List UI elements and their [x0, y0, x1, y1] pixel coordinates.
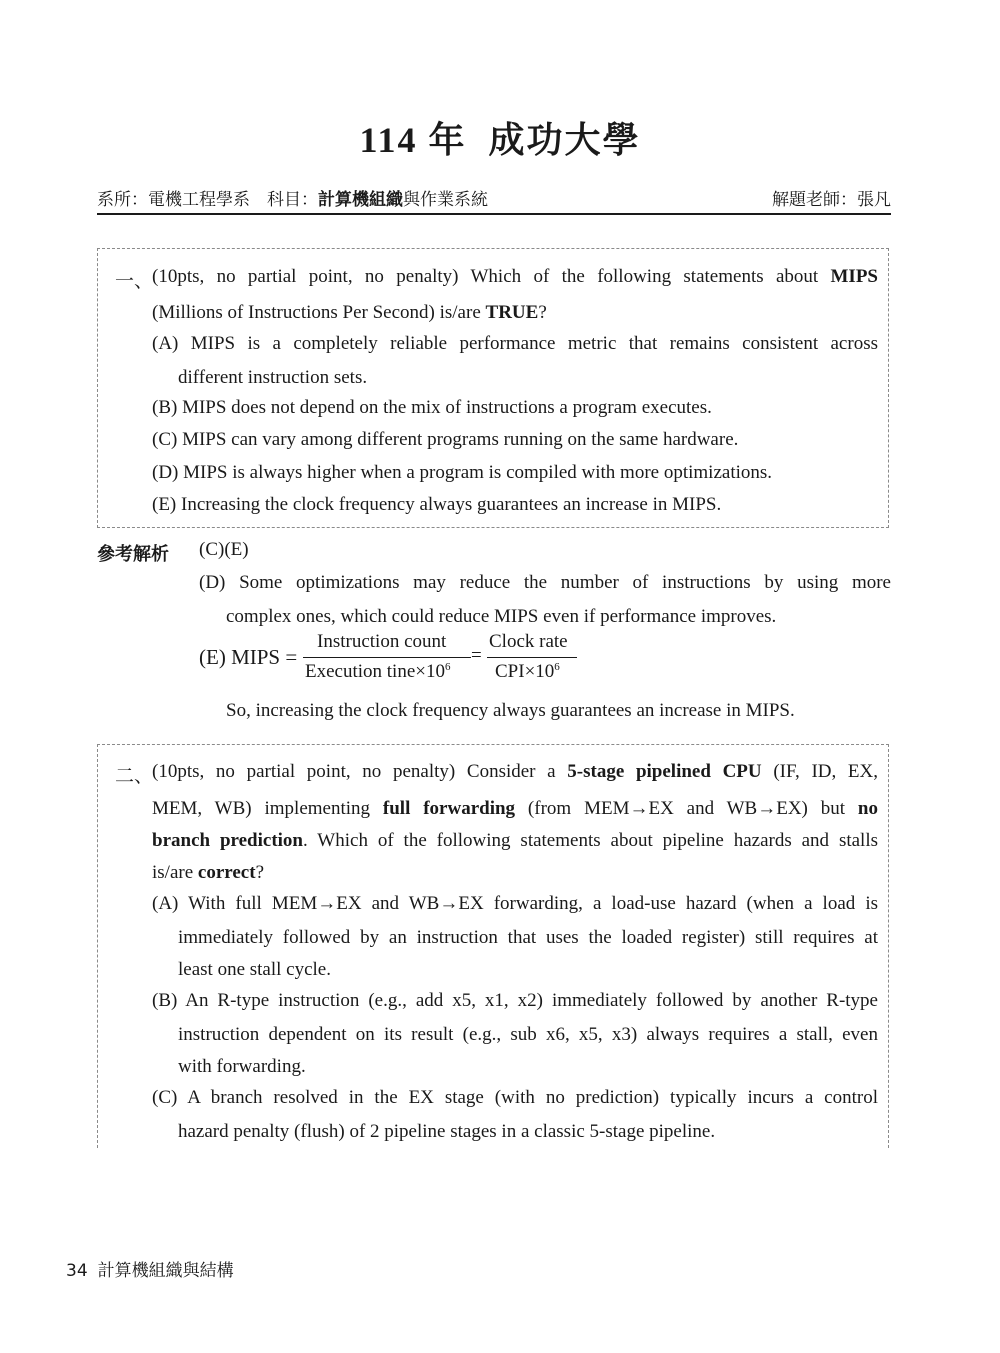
formula-denominator-1	[305, 661, 451, 683]
q1-option-e: (E) Increasing the clock frequency always guarantees an increase in MIPS.	[152, 494, 722, 515]
q2-stem-1c: (IF, ID, EX,	[761, 761, 878, 782]
answer-1-choices: (C)(E)	[199, 539, 249, 560]
formula-exp-2: 6	[554, 661, 560, 673]
page-number: 34	[66, 1261, 88, 1281]
q2-option-a-line-3: least one stall cycle.	[178, 959, 331, 980]
question-1-stem-line-1	[152, 266, 878, 288]
q1-stem-mips: MIPS	[830, 266, 878, 287]
q1-stem-text: (10pts, no partial point, no penalty) Which of the following statements about	[152, 266, 831, 287]
q2-stem-line-3	[152, 830, 878, 852]
q1-stem-text-2: (Millions of Instructions Per Second) is/are	[152, 302, 486, 323]
dept-subject	[97, 185, 488, 210]
q2-stem-2d: no	[857, 798, 878, 819]
q2-stem-line-1	[152, 761, 878, 783]
fraction-bar-2	[487, 657, 577, 658]
q2-option-b-line-1: (B) An R-type instruction (e.g., add x5, x1, x2) immediately followed by another R-type	[152, 990, 878, 1011]
q2-stem-4c: ?	[255, 862, 264, 883]
q2-stem-line-2	[152, 798, 878, 820]
q2-stem-1a: (10pts, no partial point, no penalty) Consider a	[152, 761, 568, 782]
q2-stem-2c: (from MEM→EX and WB→EX) but	[515, 798, 858, 819]
formula-den2-text: CPI×10	[495, 661, 555, 682]
page-title	[0, 112, 1000, 163]
subject-rest: 與作業系統	[403, 190, 488, 210]
answer-label: 參考解析	[97, 544, 169, 565]
formula-numerator-2: Clock rate	[489, 631, 568, 652]
formula-denominator-2	[495, 661, 560, 683]
q2-stem-4b: correct	[197, 862, 256, 883]
formula-equals: =	[471, 645, 482, 666]
fraction-bar-1	[303, 657, 471, 658]
q1-option-b: (B) MIPS does not depend on the mix of instructions a program executes.	[152, 397, 712, 418]
title-school: 成功大學	[488, 120, 641, 161]
formula-den1-text: Execution tine×10	[305, 661, 445, 682]
q2-option-c-line-2: hazard penalty (flush) of 2 pipeline stages in a classic 5-stage pipeline.	[178, 1121, 716, 1142]
answer-1-d-line-1: (D) Some optimizations may reduce the number of instructions by using more	[199, 572, 891, 593]
page-footer	[66, 1256, 234, 1281]
q2-stem-line-4	[152, 862, 264, 884]
q2-stem-1b: 5-stage pipelined CPU	[567, 761, 762, 782]
q1-option-c: (C) MIPS can vary among different programs running on the same hardware.	[152, 429, 739, 450]
q2-option-a-line-1: (A) With full MEM→EX and WB→EX forwarding, a load-use hazard (when a load is	[152, 893, 878, 914]
mips-formula	[199, 631, 619, 691]
question-2-number: 二、	[115, 765, 154, 787]
q2-option-b-line-2: instruction dependent on its result (e.g., sub x6, x5, x3) always requires a stall, even	[178, 1024, 878, 1045]
q2-stem-3a: branch prediction	[152, 830, 303, 851]
q1-option-a-line-1: (A) MIPS is a completely reliable performance metric that remains consistent across	[152, 333, 878, 354]
question-1-number: 一、	[115, 270, 154, 292]
q2-option-b-line-3: with forwarding.	[178, 1056, 306, 1077]
q2-stem-4a: is/are	[152, 862, 198, 883]
subject-bold: 計算機組織	[318, 190, 403, 210]
instructor: 解題老師：張凡	[772, 190, 891, 210]
answer-1-conclusion: So, increasing the clock frequency always guarantees an increase in MIPS.	[226, 700, 795, 721]
title-year: 114	[359, 120, 418, 160]
exam-header	[97, 183, 891, 215]
q1-stem-qmark: ?	[538, 302, 547, 323]
q2-option-c-line-1: (C) A branch resolved in the EX stage (with no prediction) typically incurs a control	[152, 1087, 878, 1108]
q2-stem-2b: full forwarding	[382, 798, 516, 819]
formula-prefix: (E) MIPS =	[199, 645, 298, 669]
dept-prefix: 系所：電機工程學系 科目：	[97, 190, 318, 210]
q1-stem-true: TRUE	[485, 302, 539, 323]
q1-option-a-line-2: different instruction sets.	[178, 367, 368, 388]
question-1-stem-line-2	[152, 302, 547, 324]
book-title: 計算機組織與結構	[97, 1261, 234, 1281]
formula-exp-1: 6	[445, 661, 451, 673]
formula-numerator-1: Instruction count	[317, 631, 447, 652]
q2-option-a-line-2: immediately followed by an instruction that uses the loaded register) still requires at	[178, 927, 878, 948]
answer-1-d-line-2: complex ones, which could reduce MIPS even if performance improves.	[226, 606, 777, 627]
q2-stem-3b: . Which of the following statements about pipeline hazards and stalls	[303, 830, 878, 851]
title-year-suffix: 年	[428, 120, 467, 161]
q2-stem-2a: MEM, WB) implementing	[152, 798, 383, 819]
q1-option-d: (D) MIPS is always higher when a program is compiled with more optimizations.	[152, 462, 773, 483]
